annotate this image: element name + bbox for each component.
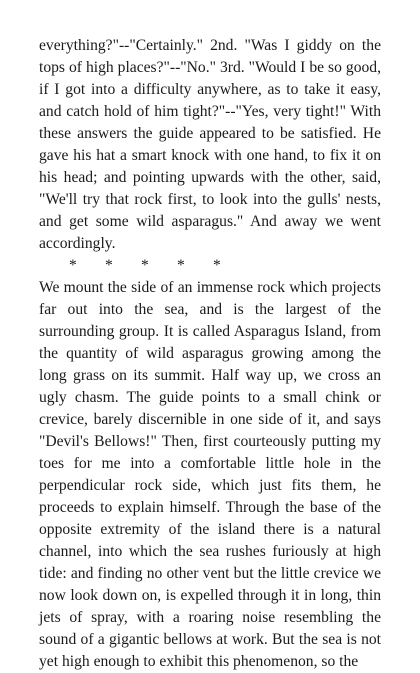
separator-star: * <box>177 257 185 274</box>
section-separator <box>39 255 381 277</box>
paragraph-dialogue: everything?"--"Certainly." 2nd. "Was I giddy on the tops of high places?"--"No." 3rd. "Would I be so good, if I got into a difficulty anywhere, as to take it easy, and catch hold of him tight?"--"Yes, very tight!" With these answers the guide appeared to be satisfied. He gave his hat a smart knock with one hand, to fix it on his head; and pointing upwards with the other, said, "We'll try that rock first, to look into the gulls' nests, and get some wild asparagus." And away we went accordingly. <box>39 37 381 252</box>
separator-star: * <box>141 257 149 274</box>
paragraph-asparagus-island: We mount the side of an immense rock which projects far out into the sea, and is the largest of the surrounding group. It is called Asparagus Island, from the quantity of wild asparagus growing among the long grass on its summit. Half way up, we cross an ugly chasm. The guide points to a small chink or crevice, barely discernible in one side of it, and says "Devil's Bellows!" Then, first courteously putting my toes for me into a comfortable little hole in the perpendicular rock side, which just fits them, he proceeds to explain himself. Through the base of the opposite extremity of the island there is a natural channel, into which the sea rushes furiously at high tide: and finding no other vent but the little crevice we now look down on, is expelled through it in long, thin jets of spray, with a roaring noise resembling the sound of a gigantic bellows at work. But the sea is not yet high enough to exhibit this phenomenon, so the <box>39 279 381 670</box>
separator-star: * <box>105 257 113 274</box>
separator-star: * <box>213 257 221 274</box>
book-page <box>39 35 381 673</box>
separator-star: * <box>69 257 77 274</box>
